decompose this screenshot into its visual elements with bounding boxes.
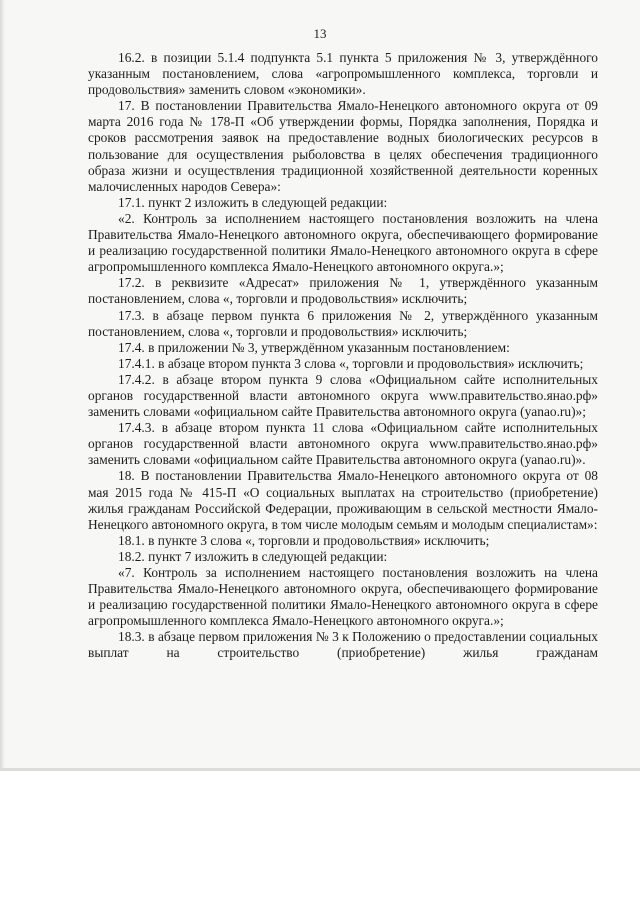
page-edge-shadow bbox=[0, 0, 5, 771]
paragraph-17-4-3: 17.4.3. в абзаце втором пункта 11 слова «Официальном сайте исполнительных органов государственной власти автономного округа www.правительство.янао.рф» заменить словами «официальном сайте Правительства автономного округа (yanao.ru)». bbox=[88, 420, 598, 468]
document-body bbox=[88, 50, 598, 662]
paragraph-18: 18. В постановлении Правительства Ямало-Ненецкого автономного округа от 08 мая 2015 года № 415-П «О социальных выплатах на строительство (приобретение) жилья гражданам Российской Федерации, проживающим в сельской местности Ямало-Ненецкого автономного округа, в том числе молодым семьям и молодым специалистам»: bbox=[88, 468, 598, 532]
paragraph-16-2: 16.2. в позиции 5.1.4 подпункта 5.1 пункта 5 приложения № 3, утверждённого указанным постановлением, слова «агропромышленного комплекса, торговли и продовольствия» заменить словом «экономики». bbox=[88, 50, 598, 98]
paragraph-17-4: 17.4. в приложении № 3, утверждённом указанным постановлением: bbox=[118, 339, 510, 355]
page-bottom-edge bbox=[0, 768, 640, 771]
paragraph-18-2: 18.2. пункт 7 изложить в следующей редакции: bbox=[118, 548, 388, 564]
paragraph-17-4-1: 17.4.1. в абзаце втором пункта 3 слова «, торговли и продовольствия» исключить; bbox=[118, 355, 584, 371]
paragraph-17-1: 17.1. пункт 2 изложить в следующей редакции: bbox=[118, 194, 388, 210]
paragraph-18-3: 18.3. в абзаце первом приложения № 3 к Положению о предоставлении социальных выплат на строительство (приобретение) жилья гражданам bbox=[88, 629, 598, 661]
paragraph-17-1-quote: «2. Контроль за исполнением настоящего постановления возложить на члена Правительства Ямало-Ненецкого автономного округа, обеспечивающего формирование и реализацию государственной политики Ямало-Ненецкого автономного округа в сфере агропромышленного комплекса Ямало-Ненецкого автономного округа.»; bbox=[88, 210, 598, 275]
paragraph-17-4-2: 17.4.2. в абзаце втором пункта 9 слова «Официальном сайте исполнительных органов государственной власти автономного округа www.правительство.янао.рф» заменить словами «официальном сайте Правительства автономного округа (yanao.ru)»; bbox=[88, 371, 598, 420]
paragraph-18-1: 18.1. в пункте 3 слова «, торговли и продовольствия» исключить; bbox=[118, 532, 490, 548]
paragraph-17-3: 17.3. в абзаце первом пункта 6 приложения № 2, утверждённого указанным постановлением, слова «, торговли и продовольствия» исключить; bbox=[88, 307, 598, 339]
paragraph-17-2: 17.2. в реквизите «Адресат» приложения № 1, утверждённого указанным постановлением, слова «, торговли и продовольствия» исключить; bbox=[88, 275, 598, 307]
page-number: 13 bbox=[313, 26, 327, 41]
paragraph-18-2-quote: «7. Контроль за исполнением настоящего постановления возложить на члена Правительства Ямало-Ненецкого автономного округа, обеспечивающего формирование и реализацию государственной политики Ямало-Ненецкого автономного округа в сфере агропромышленного комплекса Ямало-Ненецкого автономного округа.»; bbox=[88, 565, 598, 629]
paragraph-17: 17. В постановлении Правительства Ямало-Ненецкого автономного округа от 09 марта 2016 года № 178-П «Об утверждении формы, Порядка заполнения, Порядка и сроков рассмотрения заявок на предоставление водных биологических ресурсов в пользование для осуществления рыболовства в целях обеспечения традиционного образа жизни и осуществления традиционной хозяйственной деятельности коренных малочисленных народов Севера»: bbox=[88, 98, 598, 194]
